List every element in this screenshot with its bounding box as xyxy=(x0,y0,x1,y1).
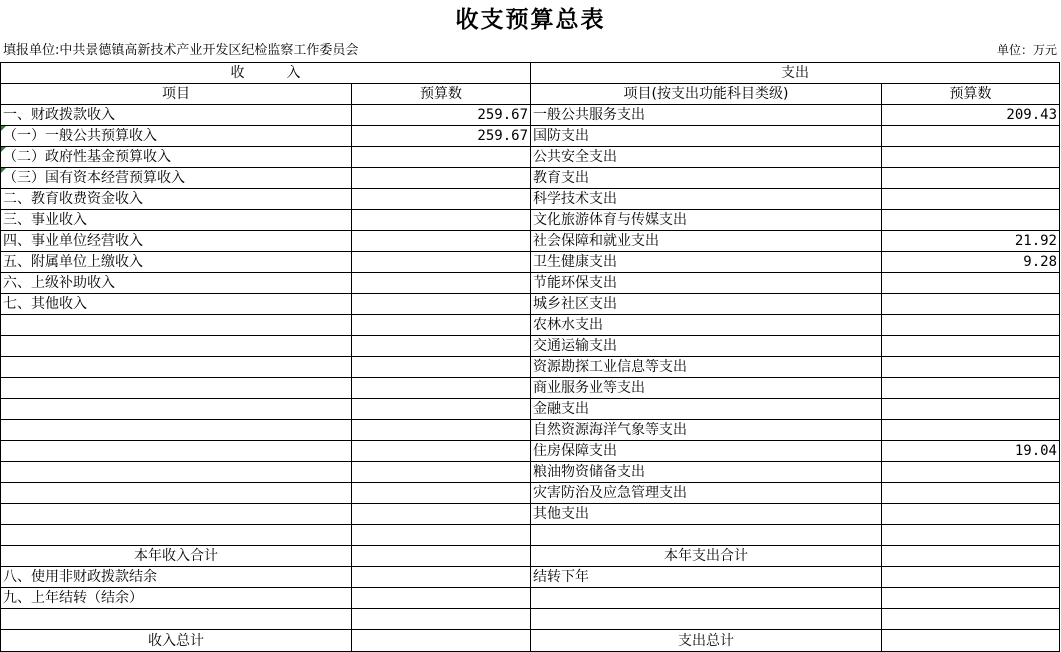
year-income-total-label: 本年收入合计 xyxy=(1,546,352,567)
report-meta-line xyxy=(0,40,1061,61)
expense-item-cell: 金融支出 xyxy=(531,399,882,420)
expense-value-cell xyxy=(882,420,1060,441)
expense-value-cell xyxy=(882,483,1060,504)
expense-item-cell: 自然资源海洋气象等支出 xyxy=(531,420,882,441)
year-total-row xyxy=(1,546,1060,567)
year-expense-total-label: 本年支出合计 xyxy=(531,546,882,567)
income-value-cell xyxy=(352,336,531,357)
income-item-cell xyxy=(1,378,352,399)
grand-total-row xyxy=(1,630,1060,652)
grand-income-total-value xyxy=(352,630,531,652)
income-item-cell: （三）国有资本经营预算收入 xyxy=(1,168,352,189)
expense-value-cell xyxy=(882,168,1060,189)
expense-section-header: 支出 xyxy=(531,63,1060,84)
table-row xyxy=(1,609,1060,630)
table-row xyxy=(1,189,1060,210)
expense-value-cell xyxy=(882,210,1060,231)
budget-table xyxy=(0,62,1060,652)
column-header-row xyxy=(1,84,1060,105)
expense-item-cell: 城乡社区支出 xyxy=(531,294,882,315)
income-item-cell xyxy=(1,483,352,504)
table-row xyxy=(1,588,1060,609)
income-item-cell xyxy=(1,609,352,630)
income-item-cell xyxy=(1,525,352,546)
expense-item-cell: 粮油物资储备支出 xyxy=(531,462,882,483)
expense-item-cell: 其他支出 xyxy=(531,504,882,525)
income-value-cell xyxy=(352,588,531,609)
income-value-cell xyxy=(352,504,531,525)
income-value-cell xyxy=(352,420,531,441)
income-budget-header: 预算数 xyxy=(352,84,531,105)
table-row xyxy=(1,441,1060,462)
expense-item-cell xyxy=(531,609,882,630)
table-row xyxy=(1,231,1060,252)
table-row xyxy=(1,420,1060,441)
income-item-cell xyxy=(1,399,352,420)
table-row xyxy=(1,504,1060,525)
year-expense-total-value xyxy=(882,546,1060,567)
income-value-cell: 259.67 xyxy=(352,105,531,126)
expense-item-cell: 卫生健康支出 xyxy=(531,252,882,273)
table-row xyxy=(1,462,1060,483)
grand-income-total-label: 收入总计 xyxy=(1,630,352,652)
income-value-cell xyxy=(352,567,531,588)
expense-item-cell: 社会保障和就业支出 xyxy=(531,231,882,252)
table-row xyxy=(1,399,1060,420)
income-value-cell xyxy=(352,357,531,378)
income-value-cell xyxy=(352,378,531,399)
expense-item-cell: 一般公共服务支出 xyxy=(531,105,882,126)
income-value-cell xyxy=(352,609,531,630)
income-value-cell: 259.67 xyxy=(352,126,531,147)
table-row xyxy=(1,168,1060,189)
income-value-cell xyxy=(352,231,531,252)
expense-value-cell xyxy=(882,126,1060,147)
income-value-cell xyxy=(352,294,531,315)
income-value-cell xyxy=(352,399,531,420)
expense-item-cell: 节能环保支出 xyxy=(531,273,882,294)
income-value-cell xyxy=(352,441,531,462)
year-income-total-value xyxy=(352,546,531,567)
expense-value-cell xyxy=(882,609,1060,630)
income-section-header: 收 入 xyxy=(1,63,531,84)
income-item-cell: 九、上年结转（结余） xyxy=(1,588,352,609)
currency-unit: 单位：万元 xyxy=(996,43,1057,57)
expense-item-cell: 灾害防治及应急管理支出 xyxy=(531,483,882,504)
income-item-cell xyxy=(1,462,352,483)
table-row xyxy=(1,378,1060,399)
table-row xyxy=(1,105,1060,126)
expense-item-cell: 教育支出 xyxy=(531,168,882,189)
expense-item-cell xyxy=(531,525,882,546)
expense-value-cell xyxy=(882,504,1060,525)
income-value-cell xyxy=(352,147,531,168)
expense-item-cell: 资源勘探工业信息等支出 xyxy=(531,357,882,378)
table-row xyxy=(1,567,1060,588)
table-row xyxy=(1,126,1060,147)
expense-value-cell xyxy=(882,357,1060,378)
income-value-cell xyxy=(352,252,531,273)
income-value-cell xyxy=(352,189,531,210)
table-row xyxy=(1,147,1060,168)
income-value-cell xyxy=(352,273,531,294)
income-value-cell xyxy=(352,210,531,231)
income-value-cell xyxy=(352,483,531,504)
page-title: 收支预算总表 xyxy=(455,6,606,33)
income-item-cell xyxy=(1,357,352,378)
income-value-cell xyxy=(352,462,531,483)
expense-item-cell: 商业服务业等支出 xyxy=(531,378,882,399)
income-item-cell xyxy=(1,441,352,462)
income-item-cell: 六、上级补助收入 xyxy=(1,273,352,294)
income-item-cell: 二、教育收费资金收入 xyxy=(1,189,352,210)
income-item-cell: 四、事业单位经营收入 xyxy=(1,231,352,252)
expense-value-cell: 9.28 xyxy=(882,252,1060,273)
income-item-cell: 八、使用非财政拨款结余 xyxy=(1,567,352,588)
income-item-cell xyxy=(1,336,352,357)
expense-value-cell xyxy=(882,525,1060,546)
table-row xyxy=(1,273,1060,294)
expense-item-header: 项目(按支出功能科目类级) xyxy=(531,84,882,105)
expense-item-cell: 农林水支出 xyxy=(531,315,882,336)
grand-expense-total-label: 支出总计 xyxy=(531,630,882,652)
grand-expense-total-value xyxy=(882,630,1060,652)
income-value-cell xyxy=(352,525,531,546)
expense-item-cell: 公共安全支出 xyxy=(531,147,882,168)
income-value-cell xyxy=(352,168,531,189)
income-item-cell xyxy=(1,315,352,336)
expense-value-cell xyxy=(882,189,1060,210)
table-row xyxy=(1,336,1060,357)
expense-item-cell: 交通运输支出 xyxy=(531,336,882,357)
income-item-cell: （二）政府性基金预算收入 xyxy=(1,147,352,168)
expense-value-cell xyxy=(882,294,1060,315)
expense-value-cell xyxy=(882,378,1060,399)
expense-value-cell xyxy=(882,588,1060,609)
table-row xyxy=(1,357,1060,378)
reporting-unit: 填报单位:中共景德镇高新技术产业开发区纪检监察工作委员会 xyxy=(3,43,359,58)
income-value-cell xyxy=(352,315,531,336)
income-item-cell: 一、财政拨款收入 xyxy=(1,105,352,126)
income-item-cell: （一）一般公共预算收入 xyxy=(1,126,352,147)
expense-value-cell xyxy=(882,315,1060,336)
expense-item-cell: 结转下年 xyxy=(531,567,882,588)
income-item-cell: 七、其他收入 xyxy=(1,294,352,315)
expense-value-cell xyxy=(882,399,1060,420)
income-item-cell xyxy=(1,504,352,525)
income-item-cell: 三、事业收入 xyxy=(1,210,352,231)
expense-value-cell: 19.04 xyxy=(882,441,1060,462)
table-row xyxy=(1,252,1060,273)
expense-budget-header: 预算数 xyxy=(882,84,1060,105)
expense-item-cell: 住房保障支出 xyxy=(531,441,882,462)
expense-value-cell: 21.92 xyxy=(882,231,1060,252)
income-item-cell: 五、附属单位上缴收入 xyxy=(1,252,352,273)
expense-item-cell: 国防支出 xyxy=(531,126,882,147)
expense-value-cell xyxy=(882,336,1060,357)
expense-value-cell xyxy=(882,273,1060,294)
table-row xyxy=(1,294,1060,315)
table-row xyxy=(1,483,1060,504)
expense-value-cell xyxy=(882,462,1060,483)
expense-value-cell xyxy=(882,147,1060,168)
income-item-cell xyxy=(1,420,352,441)
table-row xyxy=(1,315,1060,336)
expense-value-cell: 209.43 xyxy=(882,105,1060,126)
expense-item-cell: 文化旅游体育与传媒支出 xyxy=(531,210,882,231)
table-row xyxy=(1,525,1060,546)
expense-item-cell: 科学技术支出 xyxy=(531,189,882,210)
income-item-header: 项目 xyxy=(1,84,352,105)
expense-item-cell xyxy=(531,588,882,609)
table-row xyxy=(1,210,1060,231)
section-header-row xyxy=(1,63,1060,84)
expense-value-cell xyxy=(882,567,1060,588)
